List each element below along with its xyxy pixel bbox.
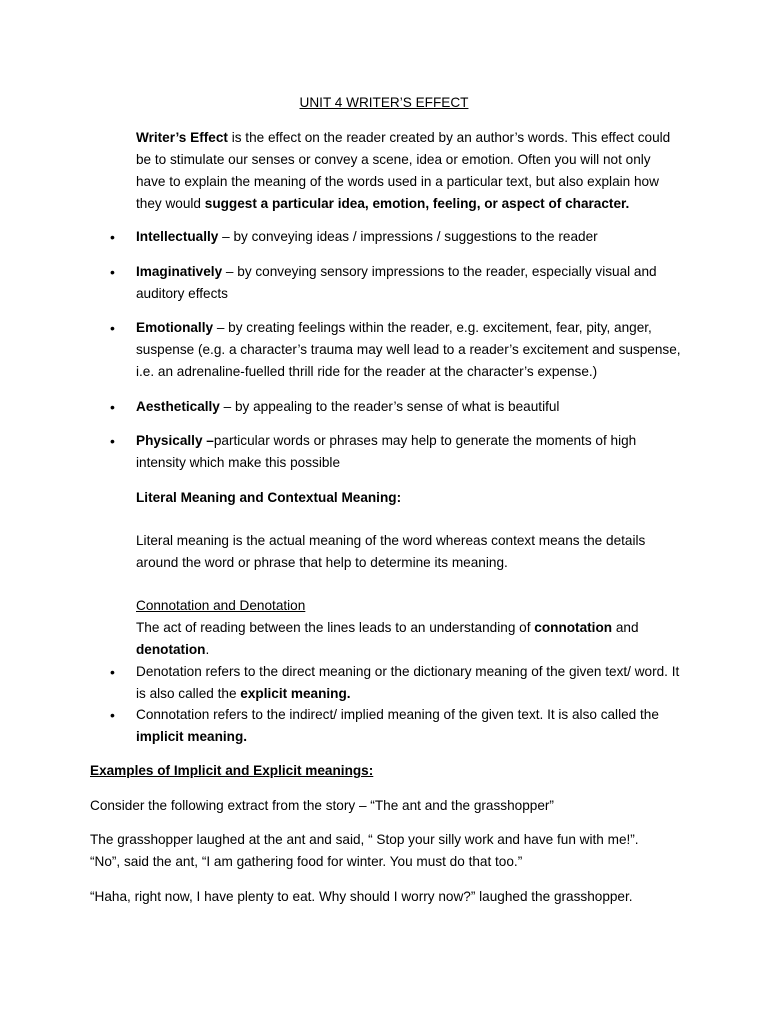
- connotation-intro-period: .: [205, 642, 210, 657]
- examples-heading: Examples of Implicit and Explicit meanings:: [90, 763, 374, 778]
- effect-term: Intellectually: [136, 229, 219, 244]
- effect-item-imaginatively: [136, 261, 681, 305]
- effect-term: Aesthetically: [136, 399, 220, 414]
- effect-item-physically: [136, 430, 681, 474]
- effect-text: – by conveying ideas / impressions / suggestions to the reader: [218, 229, 598, 244]
- denotation-term: denotation: [136, 642, 206, 657]
- effect-text: – by appealing to the reader’s sense of what is beautiful: [219, 399, 560, 414]
- denotation-item: [136, 661, 681, 705]
- effect-item-intellectually: [136, 226, 681, 248]
- effect-term: Imaginatively: [136, 264, 223, 279]
- denotation-text: Denotation refers to the direct meaning or the dictionary meaning of the given text/ word. It is also called the: [136, 664, 680, 701]
- bullet-icon: •: [110, 664, 115, 680]
- connotation-term: connotation: [534, 620, 613, 635]
- effect-text: – by creating feelings within the reader, e.g. excitement, fear, pity, anger, suspense (e.g. a character’s trauma may well lead to a reader’s excitement and suspense, i.e. an adrenaline-fuelled thrill ride for the reader at the character’s expense.): [136, 320, 681, 379]
- examples-paragraph-2-line-2: “No”, said the ant, “I am gathering food for winter. You must do that too.”: [90, 854, 523, 869]
- page-title: UNIT 4 WRITER’S EFFECT: [299, 95, 469, 110]
- examples-paragraph-1: Consider the following extract from the story – “The ant and the grasshopper”: [90, 798, 554, 813]
- bullet-icon: •: [110, 707, 115, 723]
- connotation-heading: Connotation and Denotation: [136, 598, 306, 613]
- intro-emphasis: suggest a particular idea, emotion, feeling, or aspect of character.: [204, 196, 630, 211]
- connotation-intro-and: and: [612, 620, 639, 635]
- literal-heading: Literal Meaning and Contextual Meaning:: [136, 490, 402, 505]
- effect-text: particular words or phrases may help to generate the moments of high intensity which make this possible: [136, 433, 637, 470]
- effect-item-aesthetically: [136, 396, 681, 418]
- effect-text: – by conveying sensory impressions to the reader, especially visual and auditory effects: [136, 264, 657, 301]
- connotation-intro: [136, 617, 681, 661]
- connotation-emphasis: implicit meaning.: [136, 729, 248, 744]
- denotation-emphasis: explicit meaning.: [240, 686, 351, 701]
- bullet-icon: •: [110, 433, 115, 449]
- literal-paragraph: Literal meaning is the actual meaning of the word whereas context means the details around the word or phrase that help to determine its meaning.: [136, 533, 646, 570]
- effect-term: Physically –: [136, 433, 214, 448]
- intro-paragraph: [136, 127, 681, 215]
- examples-paragraph-3: “Haha, right now, I have plenty to eat. Why should I worry now?” laughed the grasshopper.: [90, 889, 633, 904]
- effect-item-emotionally: [136, 317, 681, 383]
- connotation-intro-text: The act of reading between the lines leads to an understanding of: [136, 620, 535, 635]
- bullet-icon: •: [110, 264, 115, 280]
- bullet-icon: •: [110, 229, 115, 245]
- examples-paragraph-2-line-1: The grasshopper laughed at the ant and said, “ Stop your silly work and have fun with me!”.: [90, 832, 639, 847]
- connotation-text: Connotation refers to the indirect/ implied meaning of the given text. It is also called the: [136, 707, 659, 722]
- intro-term: Writer’s Effect: [136, 130, 228, 145]
- bullet-icon: •: [110, 320, 115, 336]
- bullet-icon: •: [110, 399, 115, 415]
- connotation-item: [136, 704, 681, 748]
- effect-term: Emotionally: [136, 320, 214, 335]
- intro-text: is the effect on the reader created by an author’s words. This effect could be to stimulate our senses or convey a scene, idea or emotion. Often you will not only have to explain the meaning of the words used in a particular text, but also explain how they would: [136, 130, 671, 211]
